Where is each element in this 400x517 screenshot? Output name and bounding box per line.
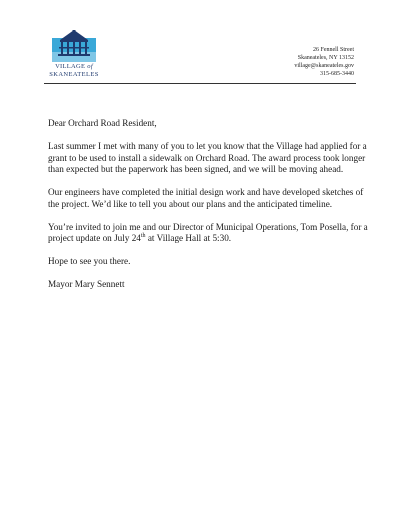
paragraph-2: Our engineers have completed the initial design work and have developed sketches of the project. We’d like to tell you about our plans and the anticipated timeline. bbox=[48, 187, 364, 209]
address-phone: 315-685-3440 bbox=[320, 71, 354, 77]
address-email: village@skaneateles.gov bbox=[294, 63, 354, 69]
letterhead-divider bbox=[44, 83, 356, 84]
letterhead-address bbox=[294, 46, 354, 78]
address-city: Skaneateles, NY 13152 bbox=[297, 55, 354, 61]
salutation: Dear Orchard Road Resident, bbox=[48, 118, 157, 128]
logo-village-text: VILLAGE of bbox=[55, 63, 93, 70]
letter-body bbox=[48, 118, 368, 291]
paragraph-4: Hope to see you there. bbox=[48, 256, 131, 266]
paragraph-3: You’re invited to join me and our Director of Municipal Operations, Tom Posella, for a project update on July 24th at Village Hall at 5:30. bbox=[48, 221, 368, 243]
paragraph-1: Last summer I met with many of you to let you know that the Village had applied for a grant to be used to install a sidewalk on Orchard Road. The award process took longer than expected but the paperwork has been signed, and we will be moving ahead. bbox=[48, 141, 367, 174]
logo-skaneateles-text: SKANEATELES bbox=[49, 71, 99, 78]
village-logo bbox=[44, 30, 104, 80]
gazebo-logo-icon bbox=[52, 30, 96, 62]
address-street: 26 Fennell Street bbox=[313, 47, 354, 53]
signature: Mayor Mary Sennett bbox=[48, 279, 125, 289]
